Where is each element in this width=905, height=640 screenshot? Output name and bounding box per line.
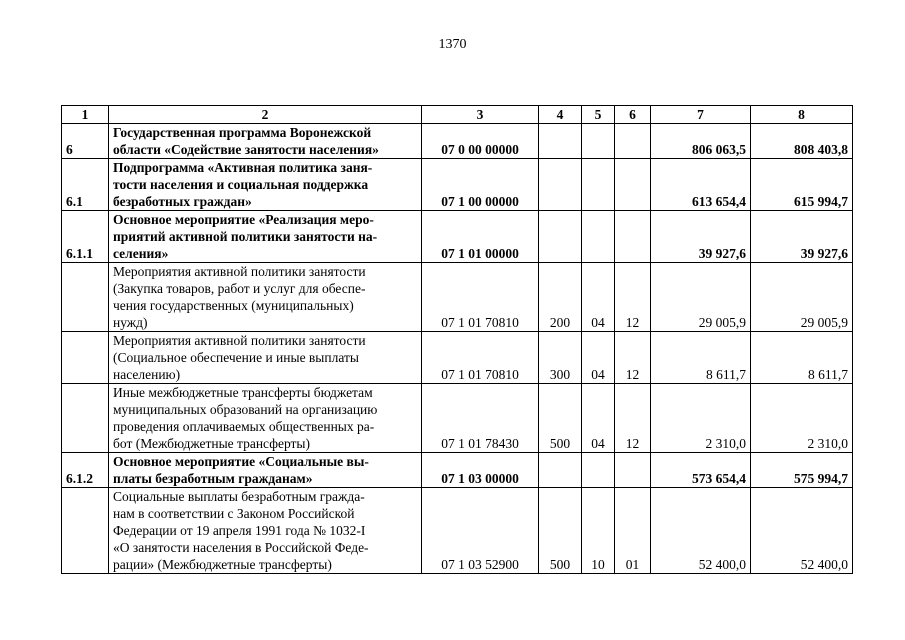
section: 04	[582, 263, 615, 332]
amount-col7: 39 927,6	[651, 211, 751, 263]
subsection: 12	[615, 332, 651, 384]
row-name-line: Федерации от 19 апреля 1991 года № 1032-I	[113, 523, 366, 538]
budget-code: 07 1 01 00000	[422, 211, 539, 263]
row-number	[62, 384, 109, 453]
table-row	[62, 159, 853, 211]
subsection	[615, 159, 651, 211]
amount-col8: 8 611,7	[751, 332, 853, 384]
row-name	[109, 263, 422, 332]
table-header-row	[62, 106, 853, 124]
row-name-line: нужд)	[113, 315, 148, 330]
row-name-line: тости населения и социальная поддержка	[113, 177, 369, 192]
row-name-line: приятий активной политики занятости на-	[113, 229, 378, 244]
row-name-line: (Социальное обеспечение и иные выплаты	[113, 350, 359, 365]
amount-col7: 613 654,4	[651, 159, 751, 211]
section	[582, 124, 615, 159]
row-name-line: муниципальных образований на организацию	[113, 402, 378, 417]
row-name-line: области «Содействие занятости населения»	[113, 142, 379, 157]
column-header: 6	[615, 106, 651, 124]
row-name-line: бот (Межбюджетные трансферты)	[113, 436, 310, 451]
row-name-line: (Закупка товаров, работ и услуг для обеспе-	[113, 281, 366, 296]
table-body	[62, 124, 853, 574]
row-name	[109, 124, 422, 159]
budget-code: 07 1 01 70810	[422, 263, 539, 332]
amount-col7: 573 654,4	[651, 453, 751, 488]
amount-col7: 8 611,7	[651, 332, 751, 384]
row-name-line: Социальные выплаты безработным гражда-	[113, 489, 365, 504]
expense-type: 200	[539, 263, 582, 332]
column-header: 2	[109, 106, 422, 124]
row-name	[109, 159, 422, 211]
row-number	[62, 332, 109, 384]
amount-col8: 808 403,8	[751, 124, 853, 159]
row-name-line: Подпрограмма «Активная политика заня-	[113, 160, 373, 175]
expense-type: 300	[539, 332, 582, 384]
row-name-line: рации» (Межбюджетные трансферты)	[113, 557, 332, 572]
row-name-line: населению)	[113, 367, 181, 382]
row-name-line: Мероприятия активной политики занятости	[113, 333, 366, 348]
column-header: 5	[582, 106, 615, 124]
expense-type	[539, 453, 582, 488]
section: 04	[582, 332, 615, 384]
page-number: 1370	[438, 37, 467, 52]
row-number	[62, 488, 109, 574]
budget-code: 07 1 01 78430	[422, 384, 539, 453]
row-name-line: селения»	[113, 246, 169, 261]
table-row	[62, 488, 853, 574]
subsection: 12	[615, 263, 651, 332]
expense-type: 500	[539, 384, 582, 453]
row-name-line: Основное мероприятие «Реализация меро-	[113, 212, 374, 227]
budget-table	[61, 105, 853, 574]
table-row	[62, 453, 853, 488]
expense-type: 500	[539, 488, 582, 574]
row-name	[109, 488, 422, 574]
row-number: 6	[62, 124, 109, 159]
row-name-line: «О занятости населения в Российской Феде-	[113, 540, 369, 555]
column-header: 7	[651, 106, 751, 124]
row-name-line: Основное мероприятие «Социальные вы-	[113, 454, 369, 469]
amount-col8: 39 927,6	[751, 211, 853, 263]
row-name	[109, 453, 422, 488]
amount-col7: 806 063,5	[651, 124, 751, 159]
row-name-line: Мероприятия активной политики занятости	[113, 264, 366, 279]
amount-col7: 52 400,0	[651, 488, 751, 574]
column-header: 8	[751, 106, 853, 124]
column-header: 4	[539, 106, 582, 124]
expense-type	[539, 159, 582, 211]
expense-type	[539, 211, 582, 263]
section	[582, 453, 615, 488]
section	[582, 211, 615, 263]
budget-code: 07 1 03 52900	[422, 488, 539, 574]
section	[582, 159, 615, 211]
section: 10	[582, 488, 615, 574]
column-header: 1	[62, 106, 109, 124]
row-name-line: платы безработным гражданам»	[113, 471, 313, 486]
amount-col8: 52 400,0	[751, 488, 853, 574]
expense-type	[539, 124, 582, 159]
budget-code: 07 1 01 70810	[422, 332, 539, 384]
row-name-line: нам в соответствии с Законом Российской	[113, 506, 355, 521]
row-name-line: безработных граждан»	[113, 194, 252, 209]
table-row	[62, 332, 853, 384]
amount-col8: 29 005,9	[751, 263, 853, 332]
row-number	[62, 263, 109, 332]
table-row	[62, 124, 853, 159]
row-number: 6.1.2	[62, 453, 109, 488]
row-name-line: чения государственных (муниципальных)	[113, 298, 354, 313]
subsection	[615, 124, 651, 159]
table-row	[62, 263, 853, 332]
section: 04	[582, 384, 615, 453]
row-number: 6.1	[62, 159, 109, 211]
row-name-line: проведения оплачиваемых общественных ра-	[113, 419, 375, 434]
table-row	[62, 384, 853, 453]
subsection	[615, 453, 651, 488]
amount-col8: 575 994,7	[751, 453, 853, 488]
amount-col7: 29 005,9	[651, 263, 751, 332]
row-name	[109, 211, 422, 263]
budget-code: 07 1 03 00000	[422, 453, 539, 488]
subsection: 01	[615, 488, 651, 574]
amount-col7: 2 310,0	[651, 384, 751, 453]
subsection: 12	[615, 384, 651, 453]
budget-code: 07 1 00 00000	[422, 159, 539, 211]
row-name-line: Государственная программа Воронежской	[113, 125, 372, 140]
row-name	[109, 332, 422, 384]
table-row	[62, 211, 853, 263]
row-number: 6.1.1	[62, 211, 109, 263]
amount-col8: 2 310,0	[751, 384, 853, 453]
row-name	[109, 384, 422, 453]
amount-col8: 615 994,7	[751, 159, 853, 211]
budget-code: 07 0 00 00000	[422, 124, 539, 159]
row-name-line: Иные межбюджетные трансферты бюджетам	[113, 385, 373, 400]
subsection	[615, 211, 651, 263]
column-header: 3	[422, 106, 539, 124]
